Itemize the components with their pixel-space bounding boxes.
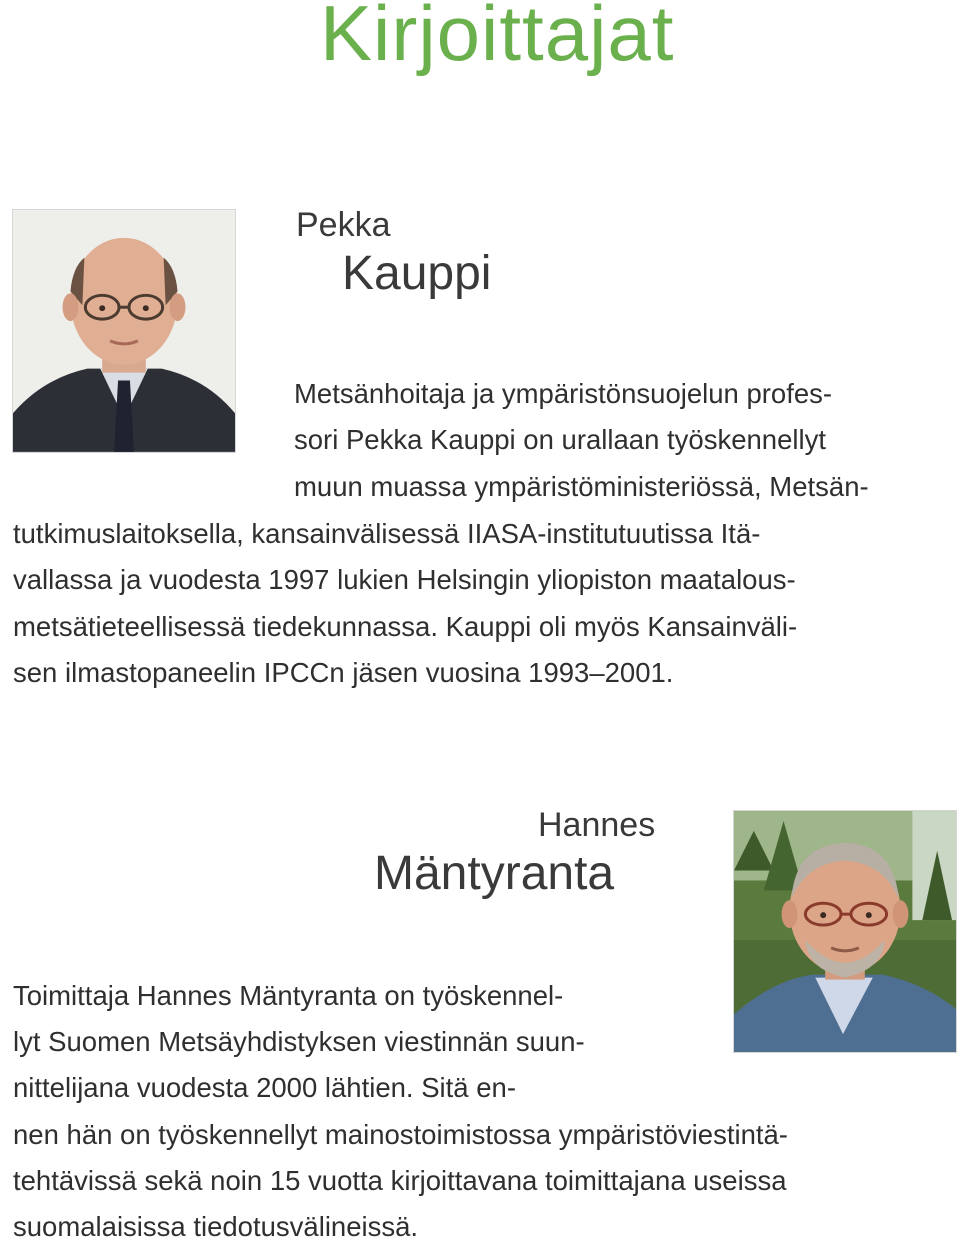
bio-line: suomalaisissa tiedotusvälineissä.	[13, 1211, 419, 1242]
bio-line: sen ilmastopaneelin IPCCn jäsen vuosina 1993–2001.	[13, 657, 674, 688]
bio-line: nittelijana vuodesta 2000 lähtien. Sitä en-	[13, 1072, 516, 1103]
bio-line: tutkimuslaitoksella, kansainvälisessä IIASA-institutuutissa Itä-	[13, 518, 761, 549]
bio-line: metsätieteellisessä tiedekunnassa. Kauppi oli myös Kansainväli-	[13, 611, 798, 642]
bio-line: sori Pekka Kauppi on urallaan työskennellyt	[294, 424, 826, 455]
bio-line: lyt Suomen Metsäyhdistyksen viestinnän suun-	[13, 1026, 585, 1057]
bio-line: muun muassa ympäristöministeriössä, Metsän-	[294, 471, 869, 502]
bio-line: vallassa ja vuodesta 1997 lukien Helsingin yliopiston maatalous-	[13, 564, 796, 595]
author-first-name: Hannes	[538, 806, 656, 844]
bio-line: Metsänhoitaja ja ympäristönsuojelun profes-	[294, 378, 833, 409]
author-last-name: Mäntyranta	[374, 847, 615, 900]
author-photo-mantyranta	[733, 810, 957, 1053]
bio-line: nen hän on työskennellyt mainostoimistossa ympäristöviestintä-	[13, 1119, 788, 1150]
bio-line: tehtävissä sekä noin 15 vuotta kirjoittavana toimittajana useissa	[13, 1165, 787, 1196]
bio-line: Toimittaja Hannes Mäntyranta on työskennel-	[13, 980, 564, 1011]
author-photo-kauppi	[12, 209, 236, 453]
page-title: Kirjoittajat	[320, 0, 675, 77]
author-last-name: Kauppi	[342, 247, 492, 300]
author-first-name: Pekka	[296, 206, 391, 244]
